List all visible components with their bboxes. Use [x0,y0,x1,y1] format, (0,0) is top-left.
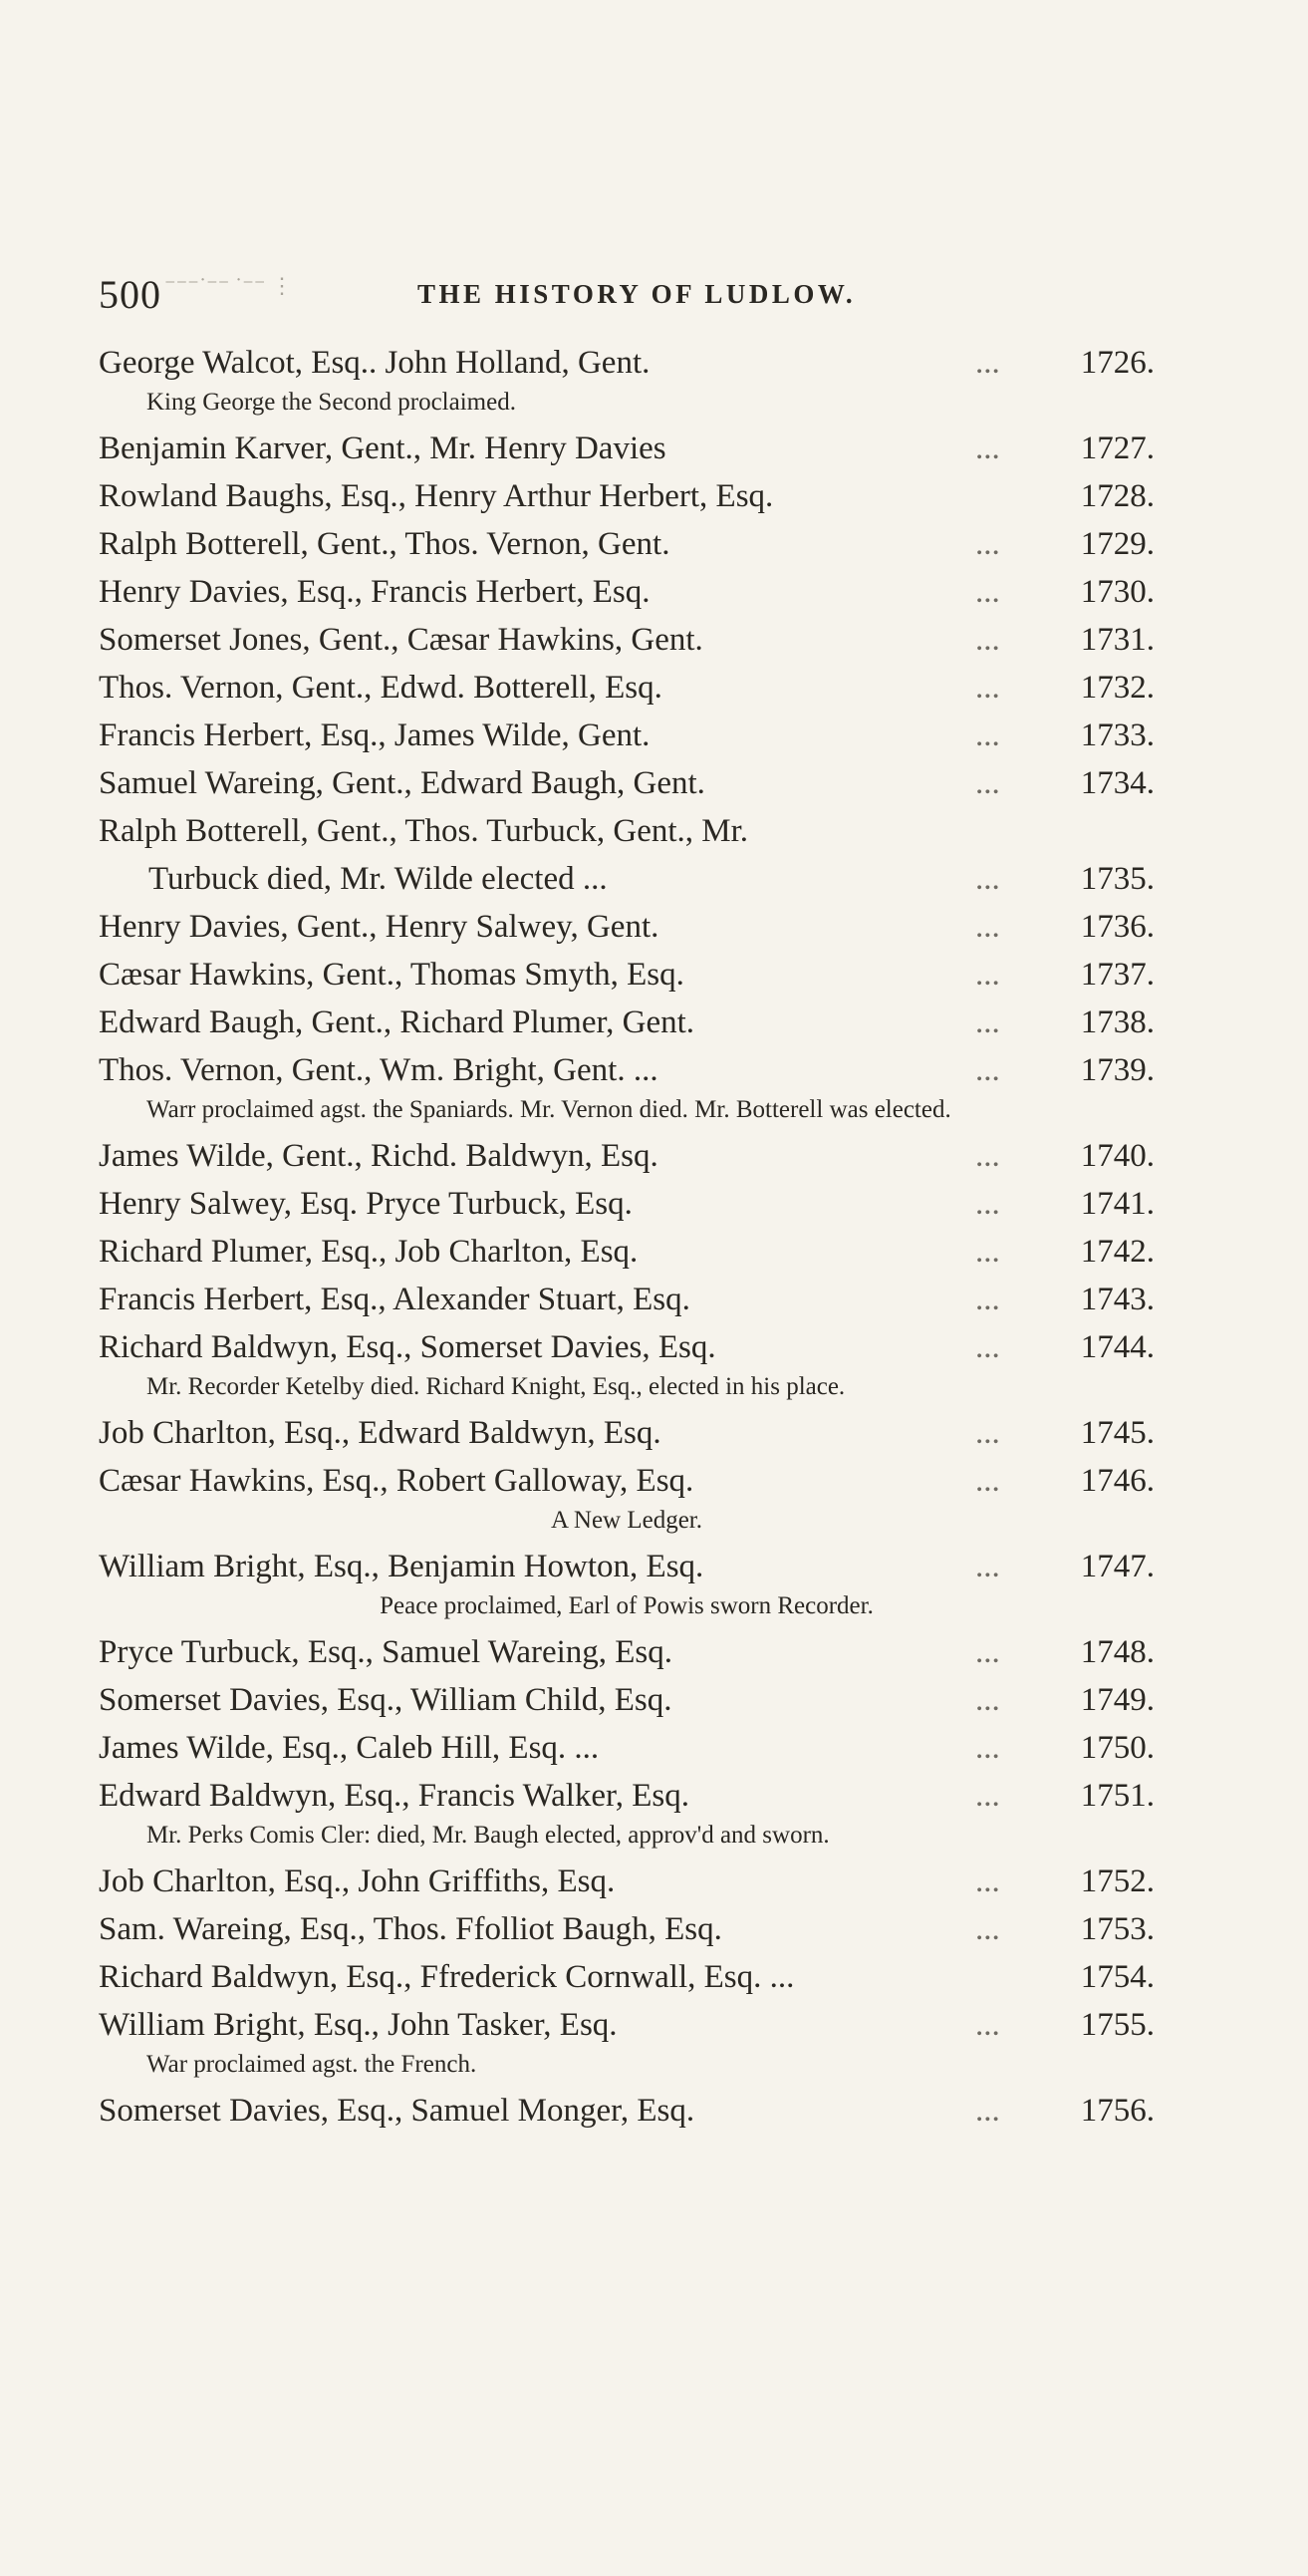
bailiffs-entry [99,1409,1155,1457]
dot-leader: ... [975,717,1000,753]
bailiff-names: William Bright, Esq., John Tasker, Esq. [99,2007,618,2043]
event-note: A New Ledger. [550,1507,703,1534]
bailiffs-entry [99,2087,1155,2135]
year-label: 1751. [1080,1778,1155,1814]
bailiff-names: Ralph Botterell, Gent., Thos. Turbuck, Gent., Mr. [99,813,749,849]
page-header [99,271,1194,321]
dot-leader: ... [975,1282,1000,1317]
bailiffs-entry [99,1953,1155,2001]
bailiff-names: William Bright, Esq., Benjamin Howton, Esq. [99,1549,704,1584]
year-label: 1736. [1080,909,1155,945]
bailiff-names: Samuel Wareing, Gent., Edward Baugh, Gent. [99,765,705,801]
bailiffs-entry [99,903,1155,951]
year-label: 1726. [1080,345,1155,381]
event-note: Peace proclaimed, Earl of Powis sworn Recorder. [380,1592,874,1619]
year-label: 1746. [1080,1463,1155,1499]
bailiffs-entry [99,1724,1155,1772]
bailiffs-entry [99,568,1155,616]
dot-leader: ... [975,1682,1000,1718]
bailiffs-entry [99,472,1155,520]
dot-leader: ... [975,1234,1000,1270]
bailiff-names: Pryce Turbuck, Esq., Samuel Wareing, Esq. [99,1634,673,1670]
bailiffs-entry [99,807,1155,903]
bailiffs-entry [99,616,1155,664]
bailiffs-entry [99,1628,1155,1676]
dot-leader: ... [975,861,1000,897]
bailiff-names: Thos. Vernon, Gent., Wm. Bright, Gent. ... [99,1052,658,1088]
dot-leader: ... [975,909,1000,945]
dot-leader: ... [975,1730,1000,1766]
bailiff-names: Edward Baldwyn, Esq., Francis Walker, Esq. [99,1778,689,1814]
running-title: THE HISTORY OF LUDLOW. [417,279,857,309]
dot-leader: ... [975,957,1000,993]
year-label: 1733. [1080,717,1155,753]
bailiffs-entry [99,1046,1155,1094]
year-label: 1744. [1080,1329,1155,1365]
bailiff-names: Ralph Botterell, Gent., Thos. Vernon, Gent. [99,526,670,562]
year-label: 1732. [1080,670,1155,706]
bailiffs-entry [99,1228,1155,1276]
dot-leader: ... [975,1549,1000,1584]
year-label: 1731. [1080,622,1155,658]
year-label: 1741. [1080,1186,1155,1222]
event-note: Mr. Perks Comis Cler: died, Mr. Baugh elected, approv'd and sworn. [146,1822,830,1849]
dot-leader: ... [975,2093,1000,2129]
year-label: 1743. [1080,1282,1155,1317]
bailiff-names: Richard Baldwyn, Esq., Somerset Davies, Esq. [99,1329,716,1365]
bailiff-names: James Wilde, Esq., Caleb Hill, Esq. ... [99,1730,600,1766]
bailiff-names: Francis Herbert, Esq., Alexander Stuart, Esq. [99,1282,690,1317]
bailiff-names: Somerset Jones, Gent., Cæsar Hawkins, Gent. [99,622,703,658]
bailiff-names-continued: Turbuck died, Mr. Wilde elected ... [148,861,608,897]
bailiff-names: Sam. Wareing, Esq., Thos. Ffolliot Baugh, Esq. [99,1911,722,1947]
bailiffs-entry [99,1676,1155,1724]
year-label: 1749. [1080,1682,1155,1718]
bailiffs-entry [99,1180,1155,1228]
bailiffs-entry [99,1323,1155,1371]
bailiff-names: Somerset Davies, Esq., William Child, Esq. [99,1682,672,1718]
bailiff-names: Henry Davies, Gent., Henry Salwey, Gent. [99,909,659,945]
dot-leader: ... [975,1004,1000,1040]
dot-leader: ... [975,1911,1000,1947]
dot-leader: ... [975,1138,1000,1174]
event-note: Warr proclaimed agst. the Spaniards. Mr. Vernon died. Mr. Botterell was elected. [146,1096,951,1123]
bailiffs-entry [99,1132,1155,1180]
dot-leader: ... [975,1186,1000,1222]
print-smudge-icon: ⁻⁻⁻˙⁻⁻ ˙⁻⁻ ⋮ [164,273,293,298]
bailiffs-entry [99,951,1155,999]
bailiff-names: Job Charlton, Esq., Edward Baldwyn, Esq. [99,1415,661,1451]
dot-leader: ... [975,526,1000,562]
bailiffs-entry [99,759,1155,807]
year-label: 1747. [1080,1549,1155,1584]
year-label: 1730. [1080,574,1155,610]
bailiffs-entry [99,2001,1155,2049]
bailiff-names: Somerset Davies, Esq., Samuel Monger, Esq. [99,2093,695,2129]
bailiff-names: Francis Herbert, Esq., James Wilde, Gent. [99,717,651,753]
bailiff-names: Henry Davies, Esq., Francis Herbert, Esq. [99,574,651,610]
bailiffs-entry [99,339,1155,387]
year-label: 1738. [1080,1004,1155,1040]
year-label: 1748. [1080,1634,1155,1670]
bailiff-names: Job Charlton, Esq., John Griffiths, Esq. [99,1863,616,1899]
bailiffs-entry [99,1276,1155,1323]
dot-leader: ... [975,1415,1000,1451]
bailiff-names: Edward Baugh, Gent., Richard Plumer, Gent. [99,1004,695,1040]
bailiff-names: Richard Baldwyn, Esq., Ffrederick Cornwall, Esq. ... [99,1959,795,1995]
bailiff-names: James Wilde, Gent., Richd. Baldwyn, Esq. [99,1138,658,1174]
dot-leader: ... [975,622,1000,658]
bailiff-names: Rowland Baughs, Esq., Henry Arthur Herbert, Esq. [99,478,774,514]
bailiffs-entry [99,425,1155,472]
bailiffs-entry [99,520,1155,568]
bailiff-names: Cæsar Hawkins, Gent., Thomas Smyth, Esq. [99,957,684,993]
year-label: 1756. [1080,2093,1155,2129]
year-label: 1755. [1080,2007,1155,2043]
year-label: 1727. [1080,430,1155,466]
dot-leader: ... [975,1463,1000,1499]
year-label: 1754. [1080,1959,1155,1995]
year-label: 1737. [1080,957,1155,993]
bailiffs-entry [99,999,1155,1046]
year-label: 1735. [1080,861,1155,897]
bailiffs-entry [99,664,1155,712]
bailiff-names: Benjamin Karver, Gent., Mr. Henry Davies [99,430,666,466]
year-label: 1734. [1080,765,1155,801]
dot-leader: ... [975,765,1000,801]
chronological-list [99,339,1155,2135]
year-label: 1753. [1080,1911,1155,1947]
year-label: 1729. [1080,526,1155,562]
year-label: 1728. [1080,478,1155,514]
dot-leader: ... [975,1863,1000,1899]
bailiff-names: Cæsar Hawkins, Esq., Robert Galloway, Esq. [99,1463,694,1499]
bailiff-names: George Walcot, Esq.. John Holland, Gent. [99,345,651,381]
bailiffs-entry [99,1772,1155,1820]
bailiffs-entry [99,1858,1155,1905]
dot-leader: ... [975,574,1000,610]
event-note: Mr. Recorder Ketelby died. Richard Knight, Esq., elected in his place. [146,1373,846,1400]
year-label: 1752. [1080,1863,1155,1899]
year-label: 1750. [1080,1730,1155,1766]
dot-leader: ... [975,430,1000,466]
dot-leader: ... [975,670,1000,706]
year-label: 1742. [1080,1234,1155,1270]
bailiffs-entry [99,712,1155,759]
bailiffs-entry [99,1543,1155,1590]
year-label: 1745. [1080,1415,1155,1451]
dot-leader: ... [975,1052,1000,1088]
bailiff-names: Thos. Vernon, Gent., Edwd. Botterell, Esq. [99,670,662,706]
event-note: War proclaimed agst. the French. [146,2051,477,2078]
bailiffs-entry [99,1457,1155,1505]
bailiffs-entry [99,1905,1155,1953]
dot-leader: ... [975,1778,1000,1814]
bailiff-names: Richard Plumer, Esq., Job Charlton, Esq. [99,1234,639,1270]
dot-leader: ... [975,2007,1000,2043]
dot-leader: ... [975,345,1000,381]
dot-leader: ... [975,1329,1000,1365]
dot-leader: ... [975,1634,1000,1670]
page-number: 500 [99,272,161,317]
bailiff-names: Henry Salwey, Esq. Pryce Turbuck, Esq. [99,1186,633,1222]
event-note: King George the Second proclaimed. [146,389,516,416]
year-label: 1739. [1080,1052,1155,1088]
year-label: 1740. [1080,1138,1155,1174]
